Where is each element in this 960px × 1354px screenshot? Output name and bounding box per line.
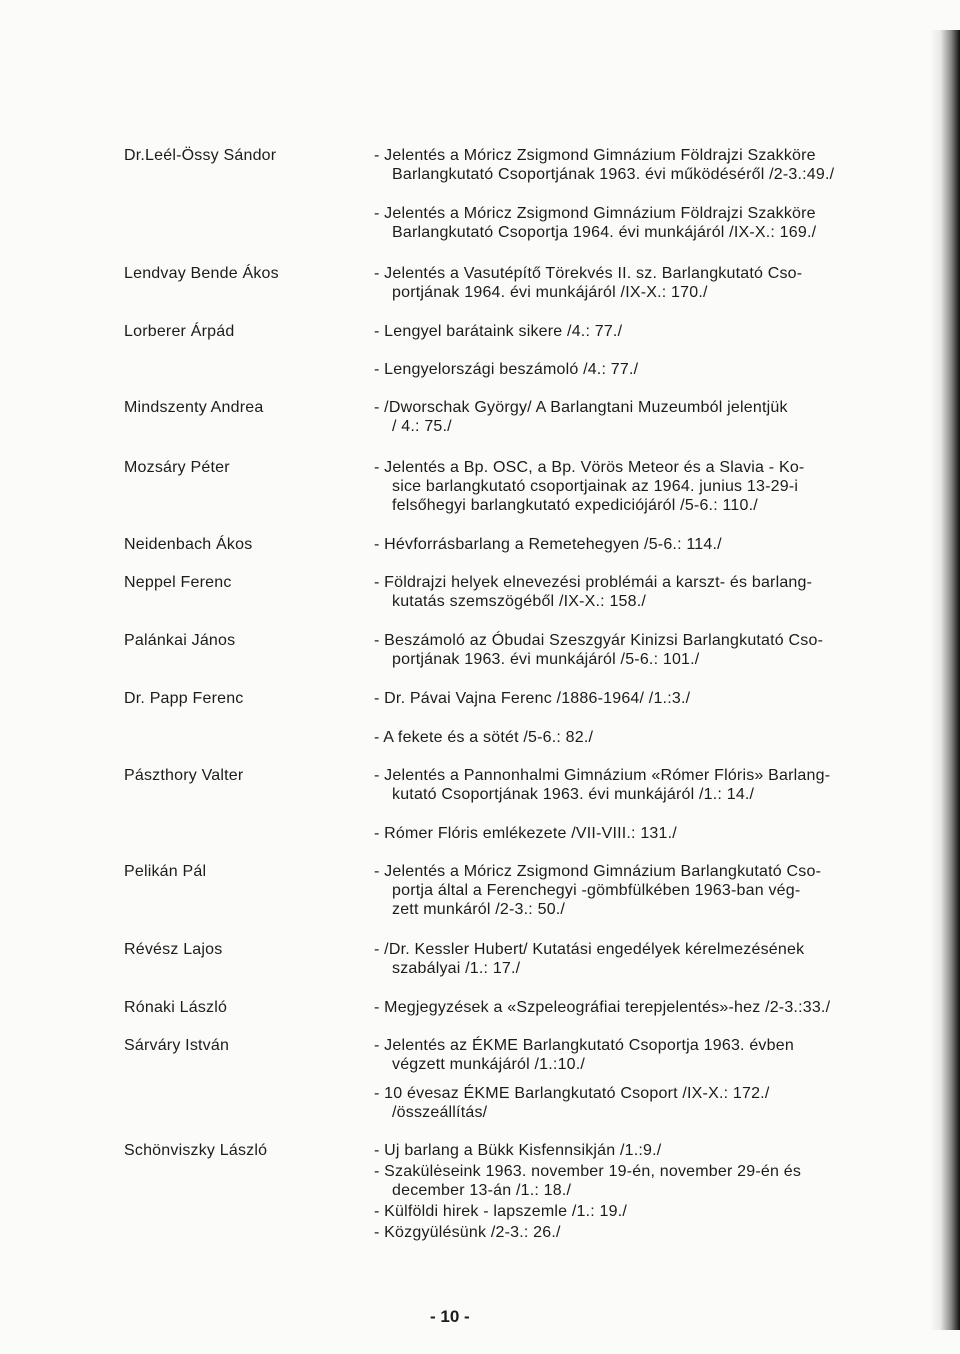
entry-line: december 13-án /1.: 18./ (392, 1182, 572, 1199)
author-schonviszky: Schönviszky László (124, 1142, 268, 1159)
entry-line: - Lengyel barátaink sikere /4.: 77./ (374, 323, 623, 340)
author-mozsary: Mozsáry Péter (124, 459, 230, 476)
author-papp: Dr. Papp Ferenc (124, 690, 244, 707)
author-leel-ossy: Dr.Leél-Össy Sándor (124, 147, 277, 164)
entry-line: - Beszámoló az Óbudai Szeszgyár Kinizsi Barlangkutató Cso- (374, 632, 824, 649)
entry-line: - Jelentés a Bp. OSC, a Bp. Vörös Meteor és a Slavia - Ko- (374, 459, 805, 476)
entry-line: - Lengyelországi beszámoló /4.: 77./ (374, 361, 639, 378)
author-neidenbach: Neidenbach Ákos (124, 536, 253, 553)
entry-line: sice barlangkutató csoportjainak az 1964. junius 13-29-i (392, 478, 799, 495)
entry-line: Barlangkutató Csoportja 1964. évi munkájáról /IX-X.: 169./ (392, 224, 817, 241)
entry-line: - Földrajzi helyek elnevezési problémái a karszt- és barlang- (374, 574, 813, 591)
author-ronaki: Rónaki László (124, 999, 228, 1016)
entry-line: - /Dr. Kessler Hubert/ Kutatási engedélyek kérelmezésének (374, 941, 805, 958)
author-neppel: Neppel Ferenc (124, 574, 232, 591)
entry-line: - 10 évesaz ÉKME Barlangkutató Csoport /IX-X.: 172./ (374, 1085, 770, 1102)
entry-line: végzett munkájáról /1.:10./ (392, 1056, 586, 1073)
entry-line: - /Dworschak György/ A Barlangtani Muzeumból jelentjük (374, 399, 788, 416)
author-palankai: Palánkai János (124, 632, 236, 649)
entry-line: - Hévforrásbarlang a Remetehegyen /5-6.: 114./ (374, 536, 722, 553)
entry-line: - Jelentés a Vasutépítő Törekvés II. sz. Barlangkutató Cso- (374, 265, 803, 282)
entry-line: szabályai /1.: 17./ (392, 960, 521, 977)
entry-line: portja által a Ferenchegyi -gömbfülkében 1963-ban vég- (392, 882, 801, 899)
entry-line: Barlangkutató Csoportjának 1963. évi működéséről /2-3.:49./ (392, 166, 835, 183)
entry-line: - Rómer Flóris emlékezete /VII-VIII.: 131./ (374, 825, 677, 842)
page-number: - 10 - (430, 1307, 470, 1326)
author-mindszenty: Mindszenty Andrea (124, 399, 264, 416)
entry-line: - Dr. Pávai Vajna Ferenc /1886-1964/ /1.:3./ (374, 690, 691, 707)
entry-line: - Uj barlang a Bükk Kisfennsikján /1.:9./ (374, 1142, 662, 1159)
entry-line: - Jelentés a Móricz Zsigmond Gimnázium Barlangkutató Cso- (374, 863, 822, 880)
author-pelikan: Pelikán Pál (124, 863, 207, 880)
entry-line: - Jelentés az ÉKME Barlangkutató Csoportja 1963. évben (374, 1037, 794, 1054)
entry-line: - Jelentés a Pannonhalmi Gimnázium «Rómer Flóris» Barlang- (374, 767, 831, 784)
author-lendvay: Lendvay Bende Ákos (124, 265, 279, 282)
author-revesz: Révész Lajos (124, 941, 223, 958)
entry-line: kutatás szemszögéből /IX-X.: 158./ (392, 593, 647, 610)
entry-line: /összeállítás/ (392, 1104, 488, 1121)
entry-line: - Külföldi hirek - lapszemle /1.: 19./ (374, 1203, 628, 1220)
author-paszthory: Pászthory Valter (124, 767, 244, 784)
entry-line: kutató Csoportjának 1963. évi munkájáról /1.: 14./ (392, 786, 755, 803)
entry-line: - Jelentés a Móricz Zsigmond Gimnázium Földrajzi Szakköre (374, 205, 816, 222)
entry-line: - Közgyülésünk /2-3.: 26./ (374, 1224, 561, 1241)
entry-line: / 4.: 75./ (392, 418, 452, 435)
entry-line: zett munkáról /2-3.: 50./ (392, 901, 566, 918)
entry-line: - A fekete és a sötét /5-6.: 82./ (374, 729, 594, 746)
author-sarvary: Sárváry István (124, 1037, 230, 1054)
scan-edge-shadow (930, 30, 960, 1330)
entry-line: - Jelentés a Móricz Zsigmond Gimnázium Földrajzi Szakköre (374, 147, 816, 164)
author-lorberer: Lorberer Árpád (124, 323, 235, 340)
entry-line: - Szakülėseink 1963. november 19-én, november 29-én és (374, 1163, 802, 1180)
entry-line: portjának 1964. évi munkájáról /IX-X.: 170./ (392, 284, 708, 301)
entry-line: felsőhegyi barlangkutató expediciójáról /5-6.: 110./ (392, 497, 758, 514)
entry-line: portjának 1963. évi munkájáról /5-6.: 101./ (392, 651, 700, 668)
entry-line: - Megjegyzések a «Szpeleográfiai terepjelentés»-hez /2-3.:33./ (374, 999, 831, 1016)
